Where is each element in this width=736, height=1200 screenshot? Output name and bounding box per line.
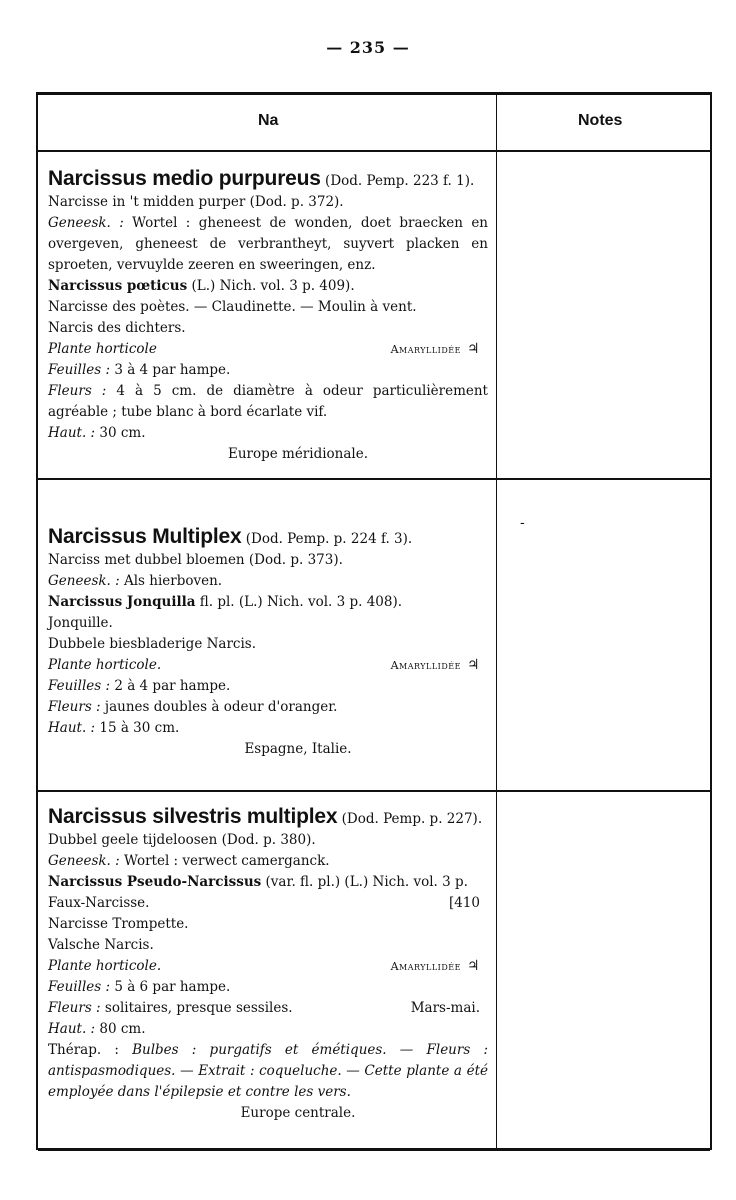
haut-label: Haut. : (48, 425, 96, 441)
entry-title-ref: (Dod. Pemp. 223 f. 1). (325, 173, 475, 189)
fleurs-text: solitaires, presque sessiles. (104, 1000, 293, 1016)
section-rule-2 (38, 790, 710, 792)
fleurs-label: Fleurs : (48, 699, 101, 715)
entry-title-ref: (Dod. Pemp. p. 224 f. 3). (245, 531, 413, 547)
table-frame (36, 92, 712, 1150)
latin-name: Narcissus Pseudo-Narcissus (48, 874, 262, 890)
latin-ref: fl. pl. (L.) Nich. vol. 3 p. 408). (199, 594, 403, 610)
notes-mark: - (520, 515, 525, 531)
common-names-dutch: Narcis des dichters. (48, 320, 186, 336)
feuilles-text: 5 à 6 par hampe. (114, 979, 231, 995)
feuilles-text: 3 à 4 par hampe. (114, 362, 231, 378)
latin-name: Narcissus pœticus (48, 278, 188, 294)
perennial-symbol: ♃ (466, 657, 480, 673)
common-names: Faux-Narcisse. (48, 895, 150, 911)
family-name: Amaryllidée (390, 343, 461, 356)
entry-dutch-name: Narcisse in 't midden purper (Dod. p. 372). (48, 194, 344, 210)
entry-narcissus-silvestris-multiplex (48, 806, 488, 1124)
latin-ref: (L.) Nich. vol. 3 p. 409). (191, 278, 355, 294)
fleurs-text: 4 à 5 cm. de diamètre à odeur particulièrement agréable ; tube blanc à bord écarlate vif. (48, 383, 488, 420)
section-rule-1 (38, 478, 710, 480)
entry-title: Narcissus Multiplex (48, 525, 242, 548)
entry-narcissus-medio-purpureus (48, 168, 488, 465)
geneesk-label: Geneesk. : (48, 573, 120, 589)
perennial-symbol: ♃ (466, 341, 480, 357)
feuilles-label: Feuilles : (48, 678, 111, 694)
entry-narcissus-multiplex (48, 526, 488, 760)
therap-text: Bulbes : purgatifs et émétiques. — Fleurs : antispasmodiques. — Extrait : coqueluche. — Cette plante a été employée dans l'épilepsie et contre les vers. (48, 1042, 489, 1100)
common-names-french: Narcisse Trompette. (48, 916, 189, 932)
geneesk-text: Wortel : verwect camerganck. (123, 853, 330, 869)
column-header-left: Na (258, 112, 279, 129)
haut-label: Haut. : (48, 1021, 96, 1037)
page-number: — 235 — (326, 38, 410, 57)
common-names: Narcisse des poètes. — Claudinette. — Moulin à vent. (48, 299, 417, 315)
bottom-rule (38, 1148, 710, 1151)
perennial-symbol: ♃ (466, 958, 480, 974)
column-header-notes: Notes (578, 112, 623, 129)
haut-label: Haut. : (48, 720, 96, 736)
haut-text: 30 cm. (99, 425, 146, 441)
top-rule (38, 92, 710, 95)
common-names-dutch: Dubbele biesbladerige Narcis. (48, 636, 257, 652)
feuilles-label: Feuilles : (48, 362, 111, 378)
entry-dutch-name: Narciss met dubbel bloemen (Dod. p. 373). (48, 552, 343, 568)
entry-title: Narcissus medio purpureus (48, 167, 321, 190)
geneesk-text: Als hierboven. (123, 573, 223, 589)
region: Espagne, Italie. (244, 741, 352, 757)
entry-title-ref: (Dod. Pemp. p. 227). (341, 811, 483, 827)
haut-text: 15 à 30 cm. (99, 720, 180, 736)
region: Europe centrale. (240, 1105, 356, 1121)
plante-label: Plante horticole. (48, 657, 162, 673)
plante-label: Plante horticole (48, 341, 157, 357)
flowering-period: Mars-mai. (410, 1000, 480, 1016)
geneesk-label: Geneesk. : (48, 215, 124, 231)
family-name: Amaryllidée (390, 960, 461, 973)
page-continuation: [410 (448, 895, 480, 911)
fleurs-text: jaunes doubles à odeur d'oranger. (104, 699, 338, 715)
common-names-dutch: Valsche Narcis. (48, 937, 154, 953)
latin-name: Narcissus Jonquilla (48, 594, 196, 610)
region: Europe méridionale. (227, 446, 369, 462)
entry-dutch-name: Dubbel geele tijdeloosen (Dod. p. 380). (48, 832, 316, 848)
entry-title: Narcissus silvestris multiplex (48, 805, 338, 828)
header-rule (38, 150, 710, 152)
geneesk-text: Wortel : gheneest de wonden, doet braecken en overgeven, gheneest de verbrantheyt, suyvert placken en sproeten, vervuylde zeeren en sweeringen, enz. (48, 215, 489, 273)
feuilles-text: 2 à 4 par hampe. (114, 678, 231, 694)
fleurs-label: Fleurs : (48, 1000, 101, 1016)
column-divider (496, 92, 497, 1150)
plante-label: Plante horticole. (48, 958, 162, 974)
geneesk-label: Geneesk. : (48, 853, 120, 869)
haut-text: 80 cm. (99, 1021, 146, 1037)
fleurs-label: Fleurs : (48, 383, 107, 399)
therap-label: Thérap. : (48, 1042, 119, 1058)
common-names: Jonquille. (48, 615, 113, 631)
family-name: Amaryllidée (390, 659, 461, 672)
feuilles-label: Feuilles : (48, 979, 111, 995)
latin-ref: (var. fl. pl.) (L.) Nich. vol. 3 p. (265, 874, 468, 890)
